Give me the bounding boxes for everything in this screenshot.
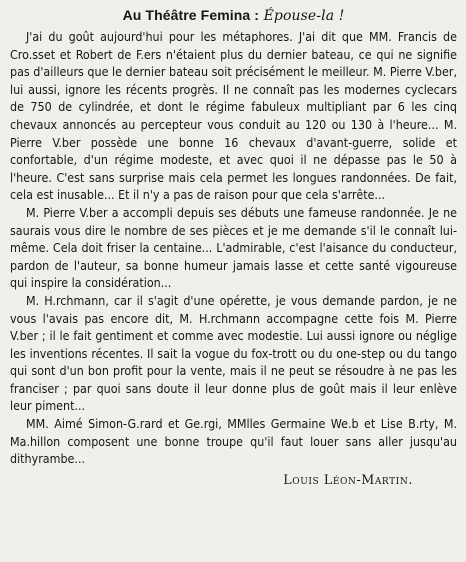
article-title-main: Au Théâtre Femina : — [122, 7, 260, 23]
article-body — [10, 28, 457, 468]
author-signature: Louis Léon-Martin. — [283, 471, 413, 487]
article-paragraph: MM. Aimé Simon-G.rard et Ge.rgi, MMlles Germaine We.b et Lise B.rty, M. Ma.hillon composent une bonne troupe qu'il faut louer sans aller jusqu'au dithyrambe... — [10, 416, 457, 467]
article-paragraph: M. H.rchmann, car il s'agit d'une opérette, je vous demande pardon, je ne vous l'avais pas encore dit, M. H.rchmann accompagne cette fois M. Pierre V.ber ; il le fait gentiment et comme avec modestie. Lui aussi ignore ou néglige les inventions récentes. Il sait la vogue du fox-trott ou du one-step ou du tango qui sont d'un bon profit pour la vente, mais il ne peut se résoudre à ne pas les franciser ; par quoi sans doute il leur donne plus de goût mais il leur enlève leur piment... — [10, 292, 457, 414]
article-title-play: Épouse-la ! — [263, 8, 345, 24]
article-title — [10, 6, 457, 25]
article-paragraph: M. Pierre V.ber a accompli depuis ses débuts une fameuse randonnée. Je ne saurais vous dire le nombre de ses pièces et je me demande s'il le connaît lui-même. Cela doit friser la centaine... L'admirable, c'est l'aisance du conducteur, pardon de l'auteur, sa bonne humeur jamais lasse et cette santé vigoureuse qui inspire la considération... — [10, 204, 457, 291]
article-paragraph: J'ai du goût aujourd'hui pour les métaphores. J'ai dit que MM. Francis de Cro.sset et Robert de F.ers n'étaient plus du dernier bateau, ce qui ne signifie pas d'ailleurs que le dernier bateau soit précisément le meilleur. M. Pierre V.ber, lui aussi, ignore les récents progrès. Il ne connaît pas les modernes cyclecars de 750 de cylindrée, et dont le régime fabuleux multipliant par 6 les cinq chevaux annoncés au percepteur vous conduit au 120 ou 130 à l'heure... M. Pierre V.ber possède une bonne 16 chevaux d'avant-guerre, solide et confortable, d'un régime modeste, et avec quoi il ne dépasse pas le 50 à l'heure. C'est sans surprise mais cela permet les longues randonnées. De fait, cela est inusable... Et il n'y a pas de raison pour que cela s'arrête... — [10, 29, 457, 203]
